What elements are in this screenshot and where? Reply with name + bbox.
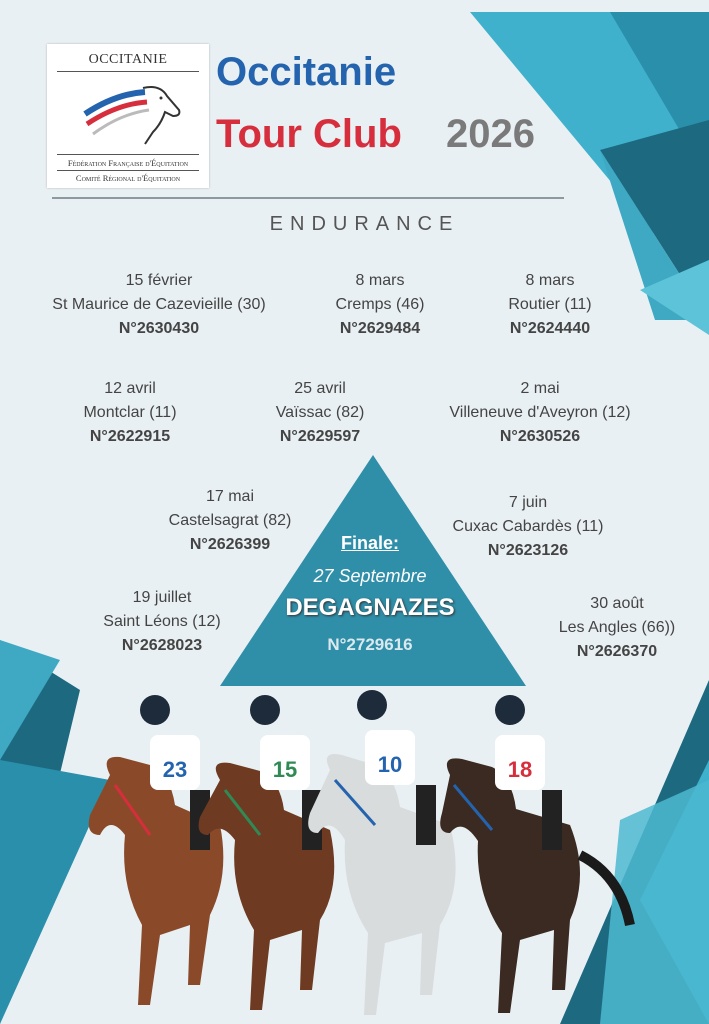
bib-number: 10 — [377, 752, 403, 777]
event-date: 12 avril — [104, 380, 156, 397]
event-place: Montclar (11) — [83, 404, 177, 421]
finale-number: N°2729616 — [327, 635, 413, 654]
event-number: N°2622915 — [89, 428, 171, 445]
event-date: 19 juillet — [132, 589, 192, 606]
event-number: N°2626370 — [576, 643, 658, 660]
event-10 — [537, 592, 697, 664]
finale-label: Finale: — [340, 533, 399, 553]
event-number: N°2623126 — [487, 542, 569, 559]
event-date: 30 août — [590, 595, 644, 612]
bib-number: 18 — [507, 757, 533, 782]
finale-date: 27 Septembre — [313, 566, 427, 586]
event-place: Cremps (46) — [335, 296, 425, 313]
event-number: N°2624440 — [509, 320, 591, 337]
event-number: N°2630526 — [499, 428, 581, 445]
horse-rider-1 — [89, 695, 224, 1005]
event-2 — [300, 269, 460, 341]
event-number: N°2630430 — [118, 320, 200, 337]
discipline-heading: ENDURANCE — [269, 213, 460, 235]
event-date: 8 mars — [355, 272, 405, 289]
event-3 — [470, 269, 630, 341]
event-place: Routier (11) — [508, 296, 592, 313]
title-year: 2026 — [446, 112, 535, 156]
event-place: Les Angles (66)) — [558, 619, 676, 636]
bib-number: 23 — [162, 757, 188, 782]
horse-rider-4 — [440, 695, 630, 1013]
logo-rule — [57, 154, 199, 155]
title-tour-club: Tour Club — [216, 112, 402, 156]
event-date: 25 avril — [294, 380, 346, 397]
event-number: N°2629597 — [279, 428, 361, 445]
event-number: N°2626399 — [189, 536, 271, 553]
event-place: Cuxac Cabardès (11) — [452, 518, 604, 535]
title-occitanie: Occitanie — [216, 50, 397, 94]
event-date: 7 juin — [508, 494, 548, 511]
event-place: Vaïssac (82) — [275, 404, 365, 421]
logo-committee: Comité Régional d'Équitation — [75, 173, 181, 183]
event-place: St Maurice de Cazevieille (30) — [52, 296, 266, 313]
logo-region-name: OCCITANIE — [88, 52, 168, 67]
event-1 — [34, 269, 284, 341]
event-place: Villeneuve d'Aveyron (12) — [449, 404, 631, 421]
horse-head-icon — [75, 74, 185, 154]
event-place: Castelsagrat (82) — [168, 512, 292, 529]
event-5 — [240, 377, 400, 449]
event-6 — [420, 377, 660, 449]
event-date: 17 mai — [205, 488, 255, 505]
event-date: 2 mai — [520, 380, 560, 397]
event-date: 8 mars — [525, 272, 575, 289]
ffe-logo — [47, 44, 209, 188]
event-4 — [50, 377, 210, 449]
riders-photo — [80, 685, 640, 1024]
event-date: 15 février — [125, 272, 193, 289]
logo-rule — [57, 71, 199, 72]
event-number: N°2628023 — [121, 637, 203, 654]
event-number: N°2629484 — [339, 320, 421, 337]
title-divider — [52, 197, 564, 199]
event-9 — [82, 586, 242, 658]
bib-number: 15 — [272, 757, 298, 782]
finale-place: DEGAGNAZES — [285, 594, 455, 621]
logo-rule — [57, 170, 199, 171]
event-place: Saint Léons (12) — [103, 613, 221, 630]
logo-federation: Fédération Française d'Équitation — [67, 158, 189, 168]
